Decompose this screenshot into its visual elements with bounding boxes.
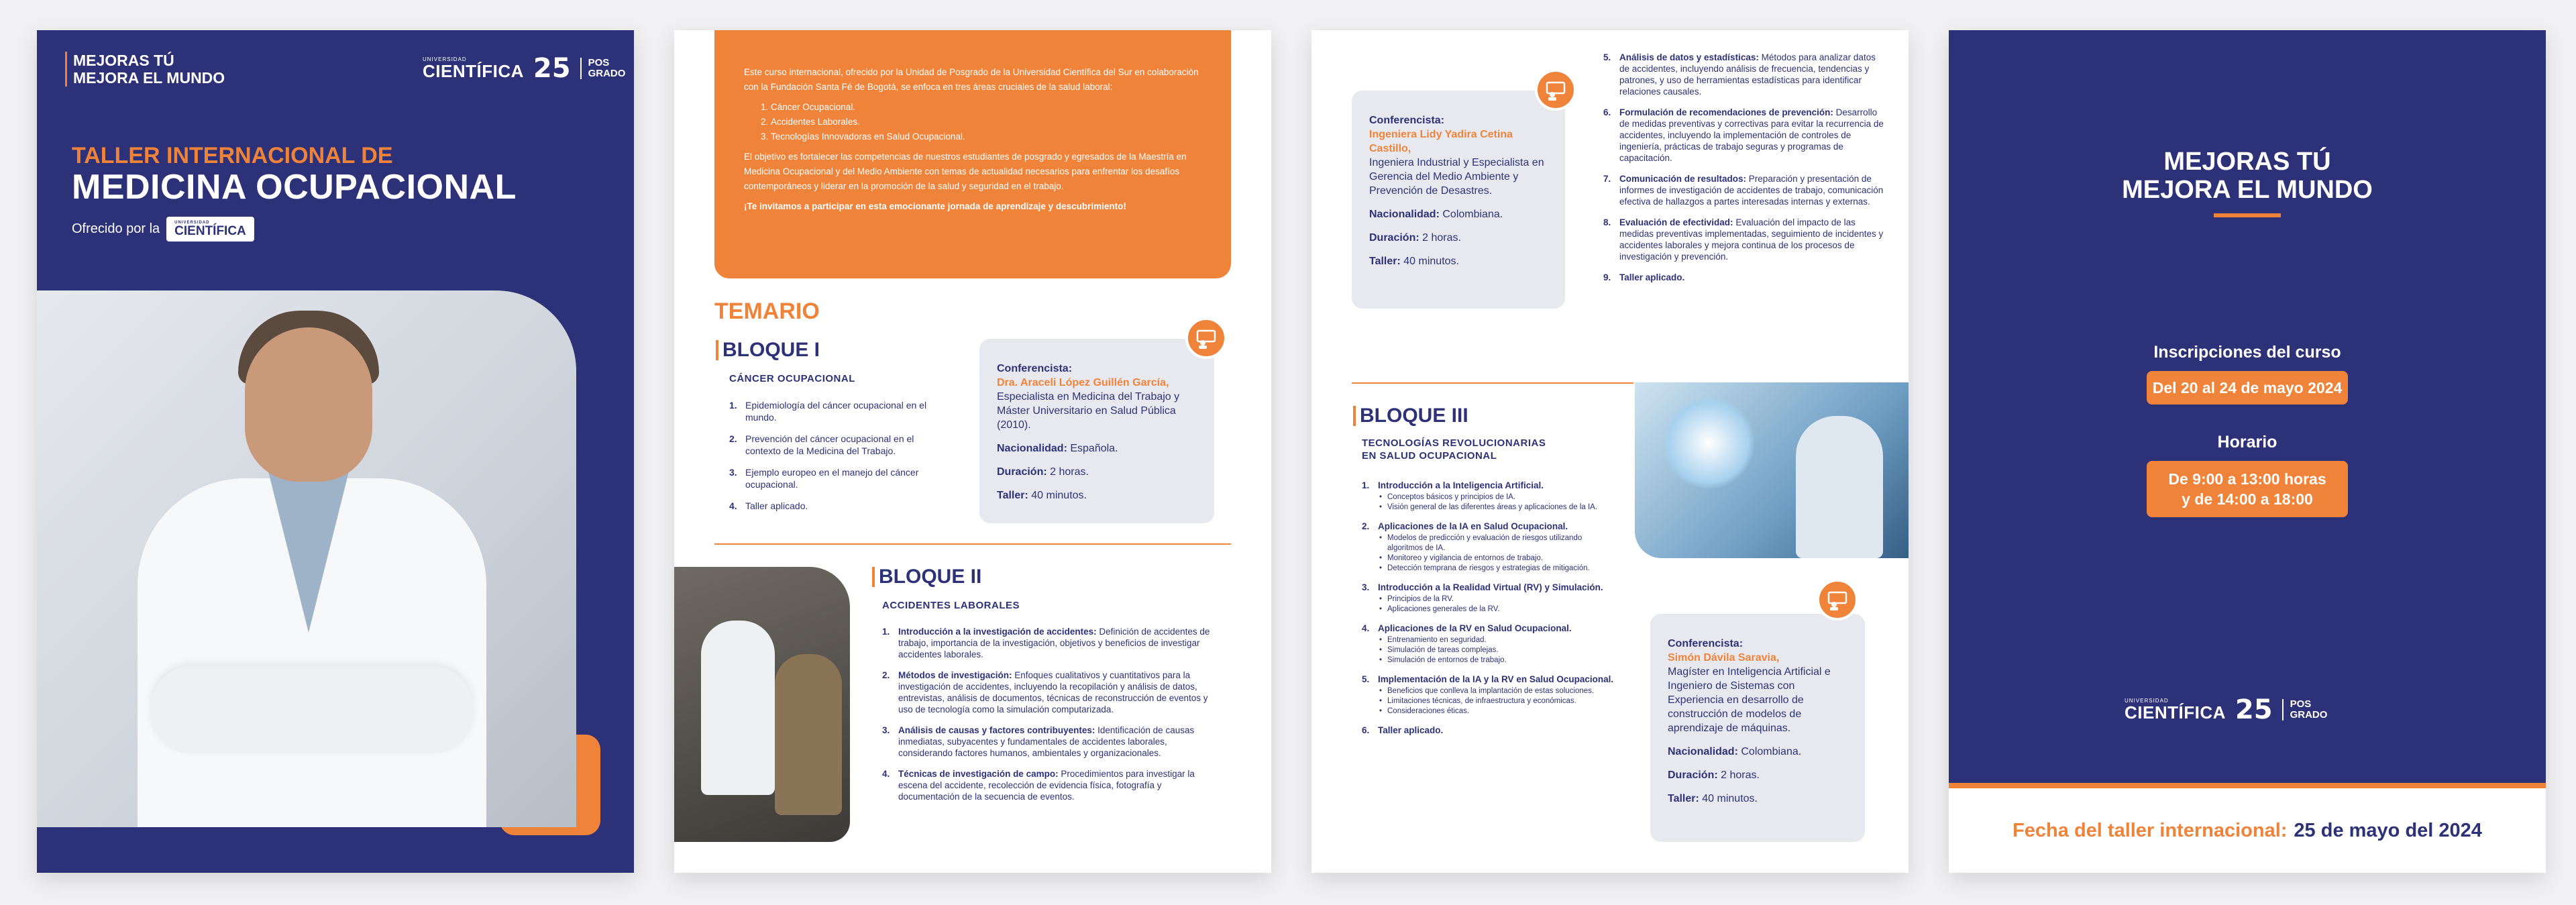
logo-name: CIENTÍFICA xyxy=(2125,702,2226,723)
item-heading: Análisis de datos y estadísticas: xyxy=(1619,52,1759,62)
duration-label: Duración: xyxy=(1369,232,1419,244)
list-item xyxy=(1362,480,1617,513)
nationality-value: Colombiana. xyxy=(1442,209,1503,220)
slogan-line-1: MEJORAS TÚ xyxy=(2163,148,2331,176)
lecturer-icon xyxy=(1185,317,1227,359)
item-number: 5. xyxy=(1362,674,1370,684)
list-item xyxy=(1362,623,1617,666)
speaker-description: Especialista en Medicina del Trabajo y Máster Universitario en Salud Pública (2010). xyxy=(997,391,1180,431)
sub-list xyxy=(1378,594,1617,615)
item-heading: Formulación de recomendaciones de prevención: xyxy=(1619,107,1833,117)
sub-item: • Limitaciones técnicas, de infraestructura y económicas. xyxy=(1378,696,1617,706)
item-number: 5. xyxy=(1603,52,1611,62)
posgrado-logo xyxy=(2282,699,2328,721)
item-heading: Introducción a la Inteligencia Artificial. xyxy=(1378,480,1544,490)
list-item xyxy=(1362,582,1617,615)
workshop-label: Taller: xyxy=(1668,793,1699,804)
item-number: 1. xyxy=(1362,480,1370,490)
bloque-3-subtitle xyxy=(1362,437,1546,462)
sub-list xyxy=(1378,686,1617,716)
slogan xyxy=(65,52,225,87)
slogan xyxy=(1949,148,2546,204)
speaker-duration xyxy=(1369,231,1549,245)
cover-subtitle: TALLER INTERNACIONAL DE xyxy=(72,143,393,168)
speaker-card-1 xyxy=(979,339,1214,523)
sub-item: • Simulación de tareas complejas. xyxy=(1378,645,1617,655)
area-item: 3. Tecnologías Innovadoras en Salud Ocupacional. xyxy=(771,129,1201,144)
workplace-accident-photo xyxy=(674,567,850,842)
item-heading: Implementación de la IA y la RV en Salud Ocupacional. xyxy=(1378,674,1614,684)
nationality-label: Nacionalidad: xyxy=(1369,209,1440,220)
item-heading: Análisis de causas y factores contribuyentes: xyxy=(898,725,1095,735)
temario-page-1 xyxy=(674,30,1271,873)
bloque-3-title: BLOQUE III xyxy=(1353,406,1468,426)
sub-item: • Consideraciones éticas. xyxy=(1378,706,1617,716)
logo-small-text: UNIVERSIDAD xyxy=(423,56,467,62)
item-text: Desarrollo de medidas preventivas y correctivas para evitar la recurrencia de accidentes, incluyendo la implementación de controles de ingeniería, prácticas de trabajo seguras y programas de capacitación. xyxy=(1619,107,1884,163)
item-heading: Técnicas de investigación de campo: xyxy=(898,769,1059,779)
logo-pos: POS xyxy=(588,57,610,68)
item-heading: Taller aplicado. xyxy=(1619,272,1685,282)
speaker-nationality xyxy=(1668,745,1849,759)
workshop-label: Taller: xyxy=(1369,256,1401,267)
fecha-label: Fecha del taller internacional: xyxy=(2012,819,2288,841)
speaker-workshop xyxy=(997,488,1198,502)
duration-value: 2 horas. xyxy=(1050,466,1089,478)
sub-list xyxy=(1378,492,1617,513)
photo-worker-shape xyxy=(775,654,842,815)
intro-box xyxy=(714,30,1231,278)
list-item xyxy=(882,768,1218,802)
item-heading: Evaluación de efectividad: xyxy=(1619,217,1733,227)
anniversary-25-logo: 25 xyxy=(533,53,571,84)
speaker-workshop xyxy=(1369,254,1549,268)
temario-page-2 xyxy=(1311,30,1909,873)
item-number: 3. xyxy=(1362,582,1370,592)
bloque-3-list xyxy=(1362,480,1617,745)
speaker-description: Magíster en Inteligencia Artificial e Ingeniero de Sistemas con Experiencia en desarrollo de construcción de modelos de aprendizaje de máquinas. xyxy=(1668,666,1831,734)
duration-value: 2 horas. xyxy=(1721,769,1760,781)
list-item xyxy=(1603,217,1885,262)
duration-label: Duración: xyxy=(997,466,1047,478)
horario-box xyxy=(2147,461,2348,517)
bloque-2-title: BLOQUE II xyxy=(872,567,981,587)
item-number: 4. xyxy=(882,769,890,779)
workshop-value: 40 minutos. xyxy=(1403,256,1459,267)
logo-name: CIENTÍFICA xyxy=(423,61,524,81)
inscripciones-dates: Del 20 al 24 de mayo 2024 xyxy=(2147,371,2348,405)
item-number: 3. xyxy=(729,467,737,478)
speaker-label: Conferencista: xyxy=(1668,638,1743,649)
horario-line-2: y de 14:00 a 18:00 xyxy=(2182,490,2313,508)
slogan-line-2: MEJORA EL MUNDO xyxy=(73,69,225,87)
speaker-description: Ingeniera Industrial y Especialista en Gerencia del Medio Ambiente y Prevención de Desastres. xyxy=(1369,157,1544,197)
item-number: 7. xyxy=(1603,174,1611,184)
sub-list xyxy=(1378,635,1617,666)
list-item xyxy=(729,399,951,423)
item-number: 8. xyxy=(1603,217,1611,227)
speaker-name: Ingeniera Lidy Yadira Cetina Castillo, xyxy=(1369,129,1513,154)
temario-title: TEMARIO xyxy=(714,299,820,324)
speaker-nationality xyxy=(997,441,1198,456)
bloque-3-subtitle-line-1: TECNOLOGÍAS REVOLUCIONARIAS xyxy=(1362,437,1546,449)
doctor-head xyxy=(245,327,372,482)
logo-grado: GRADO xyxy=(588,68,626,79)
sub-item: • Entrenamiento en seguridad. xyxy=(1378,635,1617,645)
bloque-1-subtitle: CÁNCER OCUPACIONAL xyxy=(729,373,855,384)
workshop-label: Taller: xyxy=(997,490,1028,501)
speaker-name: Simón Dávila Saravia, xyxy=(1668,652,1780,663)
item-number: 2. xyxy=(729,433,737,444)
list-item xyxy=(729,466,951,490)
bloque-1-list xyxy=(729,399,951,521)
item-number: 9. xyxy=(1603,272,1611,282)
anniversary-25-logo: 25 xyxy=(2235,694,2273,725)
horario-line-1: De 9:00 a 13:00 horas xyxy=(2168,470,2326,488)
speaker-name: Dra. Araceli López Guillén García, xyxy=(997,377,1169,388)
sub-item: • Detección temprana de riesgos y estrategias de mitigación. xyxy=(1378,564,1617,574)
bloque-2-subtitle: ACCIDENTES LABORALES xyxy=(882,600,1020,611)
sub-item: • Aplicaciones generales de la RV. xyxy=(1378,604,1617,615)
list-item xyxy=(1603,272,1885,283)
photo-hologram-shape xyxy=(1662,396,1756,490)
posgrado-logo xyxy=(580,58,626,79)
offered-logo-chip xyxy=(166,217,254,242)
workshop-value: 40 minutos. xyxy=(1702,793,1758,804)
list-item xyxy=(729,433,951,457)
speaker-label: Conferencista: xyxy=(1369,115,1445,126)
university-logo xyxy=(423,53,625,84)
item-number: 2. xyxy=(882,670,890,680)
workshop-date-banner xyxy=(1949,783,2546,873)
item-number: 4. xyxy=(729,500,737,511)
nationality-label: Nacionalidad: xyxy=(997,443,1067,454)
sub-item: • Beneficios que conlleva la implantación de estas soluciones. xyxy=(1378,686,1617,696)
item-heading: Comunicación de resultados: xyxy=(1619,174,1747,184)
list-item xyxy=(1603,173,1885,207)
speaker-label: Conferencista: xyxy=(997,363,1073,374)
list-item xyxy=(729,500,951,512)
intro-text: Este curso internacional, ofrecido por la Unidad de Posgrado de la Universidad Científica del Sur en colaboración con la Fundación Santa Fé de Bogotá, se enfoca en tres áreas cruciales de la salud laboral: xyxy=(744,67,1199,92)
item-number: 4. xyxy=(1362,623,1370,633)
nationality-value: Española. xyxy=(1070,443,1118,454)
speaker-card-3 xyxy=(1650,614,1865,842)
list-item xyxy=(882,725,1218,759)
item-heading: Taller aplicado. xyxy=(1378,725,1444,735)
objective-text: El objetivo es fortalecer las competencias de nuestros estudiantes de posgrado y egresados de la Maestría en Medicina Ocupacional y del Medio Ambiente con temas de actualidad necesarios para enfrentar los desafíos contemporáneos y liderar en la promoción de la salud y seguridad en el trabajo. xyxy=(744,152,1187,191)
photo-scientist-shape xyxy=(1796,416,1883,558)
fecha-value: 25 de mayo del 2024 xyxy=(2294,819,2482,841)
nationality-value: Colombiana. xyxy=(1741,746,1802,757)
horario-label: Horario xyxy=(2217,433,2277,451)
logo-wordmark xyxy=(2125,698,2226,721)
item-text: Preparación y presentación de informes de investigación de accidentes de trabajo, comunicación efectiva de hallazgos a partes interesadas internas y externas. xyxy=(1619,174,1884,207)
area-item: 1. Cáncer Ocupacional. xyxy=(771,100,1201,115)
item-text: Ejemplo europeo en el manejo del cáncer ocupacional. xyxy=(745,467,919,490)
item-text: Enfoques cualitativos y cuantitativos para la investigación de accidentes, incluyendo la recopilación y análisis de datos, entrevistas, análisis de documentos, técnicas de reconstrucción de eventos y uso de tecnología como la simulación computarizada. xyxy=(898,670,1208,714)
cover-title: MEDICINA OCUPACIONAL xyxy=(72,168,517,207)
nationality-label: Nacionalidad: xyxy=(1668,746,1738,757)
item-heading: Aplicaciones de la IA en Salud Ocupacional. xyxy=(1378,521,1568,531)
duration-value: 2 horas. xyxy=(1422,232,1461,244)
list-item xyxy=(1362,674,1617,716)
workshop-value: 40 minutos. xyxy=(1031,490,1087,501)
doctor-crossed-arms xyxy=(151,666,473,753)
list-item xyxy=(1603,107,1885,164)
info-page xyxy=(1949,30,2546,873)
sub-item: • Modelos de predicción y evaluación de riesgos utilizando algoritmos de IA. xyxy=(1378,533,1617,553)
area-item: 2. Accidentes Laborales. xyxy=(771,115,1201,129)
sub-item: • Conceptos básicos y principios de IA. xyxy=(1378,492,1617,502)
bloque-2-list xyxy=(882,626,1218,812)
photo-doctor-shape xyxy=(701,621,775,795)
item-text: Evaluación del impacto de las medidas preventivas implementadas, seguimiento de incidentes y accidentes laborales y mejora continua de los procesos de investigación y prevención. xyxy=(1619,217,1884,262)
doctor-photo xyxy=(37,290,576,827)
speaker-nationality xyxy=(1369,207,1549,221)
list-item xyxy=(1603,52,1885,97)
item-number: 1. xyxy=(882,627,890,637)
sub-item: • Monitoreo y vigilancia de entornos de trabajo. xyxy=(1378,553,1617,564)
speaker-duration xyxy=(997,465,1198,479)
logo-grado: GRADO xyxy=(2290,709,2328,721)
item-text: Taller aplicado. xyxy=(745,500,808,511)
sub-item: • Simulación de entornos de trabajo. xyxy=(1378,655,1617,666)
bloque-3-subtitle-line-2: EN SALUD OCUPACIONAL xyxy=(1362,450,1497,462)
cover-page xyxy=(37,30,634,873)
list-item xyxy=(1362,725,1617,736)
accent-bar xyxy=(2214,213,2281,217)
item-number: 6. xyxy=(1362,725,1370,735)
item-number: 2. xyxy=(1362,521,1370,531)
item-number: 3. xyxy=(882,725,890,735)
list-item xyxy=(1362,521,1617,574)
areas-list xyxy=(771,100,1201,144)
item-text: Métodos para analizar datos de accidentes, incluyendo análisis de frecuencia, tendencias y patrones, y uso de herramientas estadísticas para identificar relaciones causales. xyxy=(1619,52,1876,97)
duration-label: Duración: xyxy=(1668,769,1718,781)
lecturer-icon xyxy=(1817,579,1858,621)
offered-by-label: Ofrecido por la xyxy=(72,221,160,236)
logo-small-text: UNIVERSIDAD xyxy=(2125,698,2169,704)
bloque-2-list-continued xyxy=(1603,52,1885,292)
sub-item: • Visión general de las diferentes áreas y aplicaciones de la IA. xyxy=(1378,502,1617,513)
item-number: 1. xyxy=(729,400,737,411)
bloque-1-title: BLOQUE I xyxy=(716,340,820,360)
list-item xyxy=(882,670,1218,715)
item-text: Identificación de causas inmediatas, subyacentes y fundamentales de accidentes laborales, considerando factores humanos, ambientales y organizacionales. xyxy=(898,725,1195,758)
slogan-line-2: MEJORA EL MUNDO xyxy=(2122,176,2373,204)
item-text: Definición de accidentes de trabajo, importancia de la investigación, objetivos y beneficios de investigar accidentes laborales. xyxy=(898,627,1210,659)
sub-item: • Principios de la RV. xyxy=(1378,594,1617,604)
item-text: Procedimientos para investigar la escena del accidente, recolección de evidencia física, fotografía y documentación de la secuencia de eventos. xyxy=(898,769,1195,802)
inscripciones-label: Inscripciones del curso xyxy=(2153,343,2341,362)
item-heading: Métodos de investigación: xyxy=(898,670,1012,680)
offered-logo-small: UNIVERSIDAD xyxy=(174,221,210,225)
list-item xyxy=(882,626,1218,660)
offered-logo-name: CIENTÍFICA xyxy=(174,224,246,238)
item-heading: Introducción a la investigación de accidentes: xyxy=(898,627,1097,637)
logo-pos: POS xyxy=(2290,698,2312,710)
university-logo xyxy=(2125,694,2327,725)
divider xyxy=(714,543,1231,545)
item-heading: Introducción a la Realidad Virtual (RV) y Simulación. xyxy=(1378,582,1603,592)
sub-list xyxy=(1378,533,1617,574)
item-text: Prevención del cáncer ocupacional en el contexto de la Medicina del Trabajo. xyxy=(745,433,914,456)
divider xyxy=(1352,382,1633,384)
invite-text: ¡Te invitamos a participar en esta emocionante jornada de aprendizaje y descubrimiento! xyxy=(744,201,1126,211)
logo-wordmark xyxy=(423,57,524,80)
vr-lab-photo xyxy=(1635,382,1909,558)
speaker-workshop xyxy=(1668,792,1849,806)
offered-by xyxy=(72,217,254,242)
item-text: Epidemiología del cáncer ocupacional en el mundo. xyxy=(745,400,927,423)
slogan-line-1: MEJORAS TÚ xyxy=(73,52,174,69)
speaker-duration xyxy=(1668,768,1849,782)
item-heading: Aplicaciones de la RV en Salud Ocupacional. xyxy=(1378,623,1572,633)
item-number: 6. xyxy=(1603,107,1611,117)
speaker-card-2 xyxy=(1352,91,1565,309)
lecturer-icon xyxy=(1535,69,1576,111)
